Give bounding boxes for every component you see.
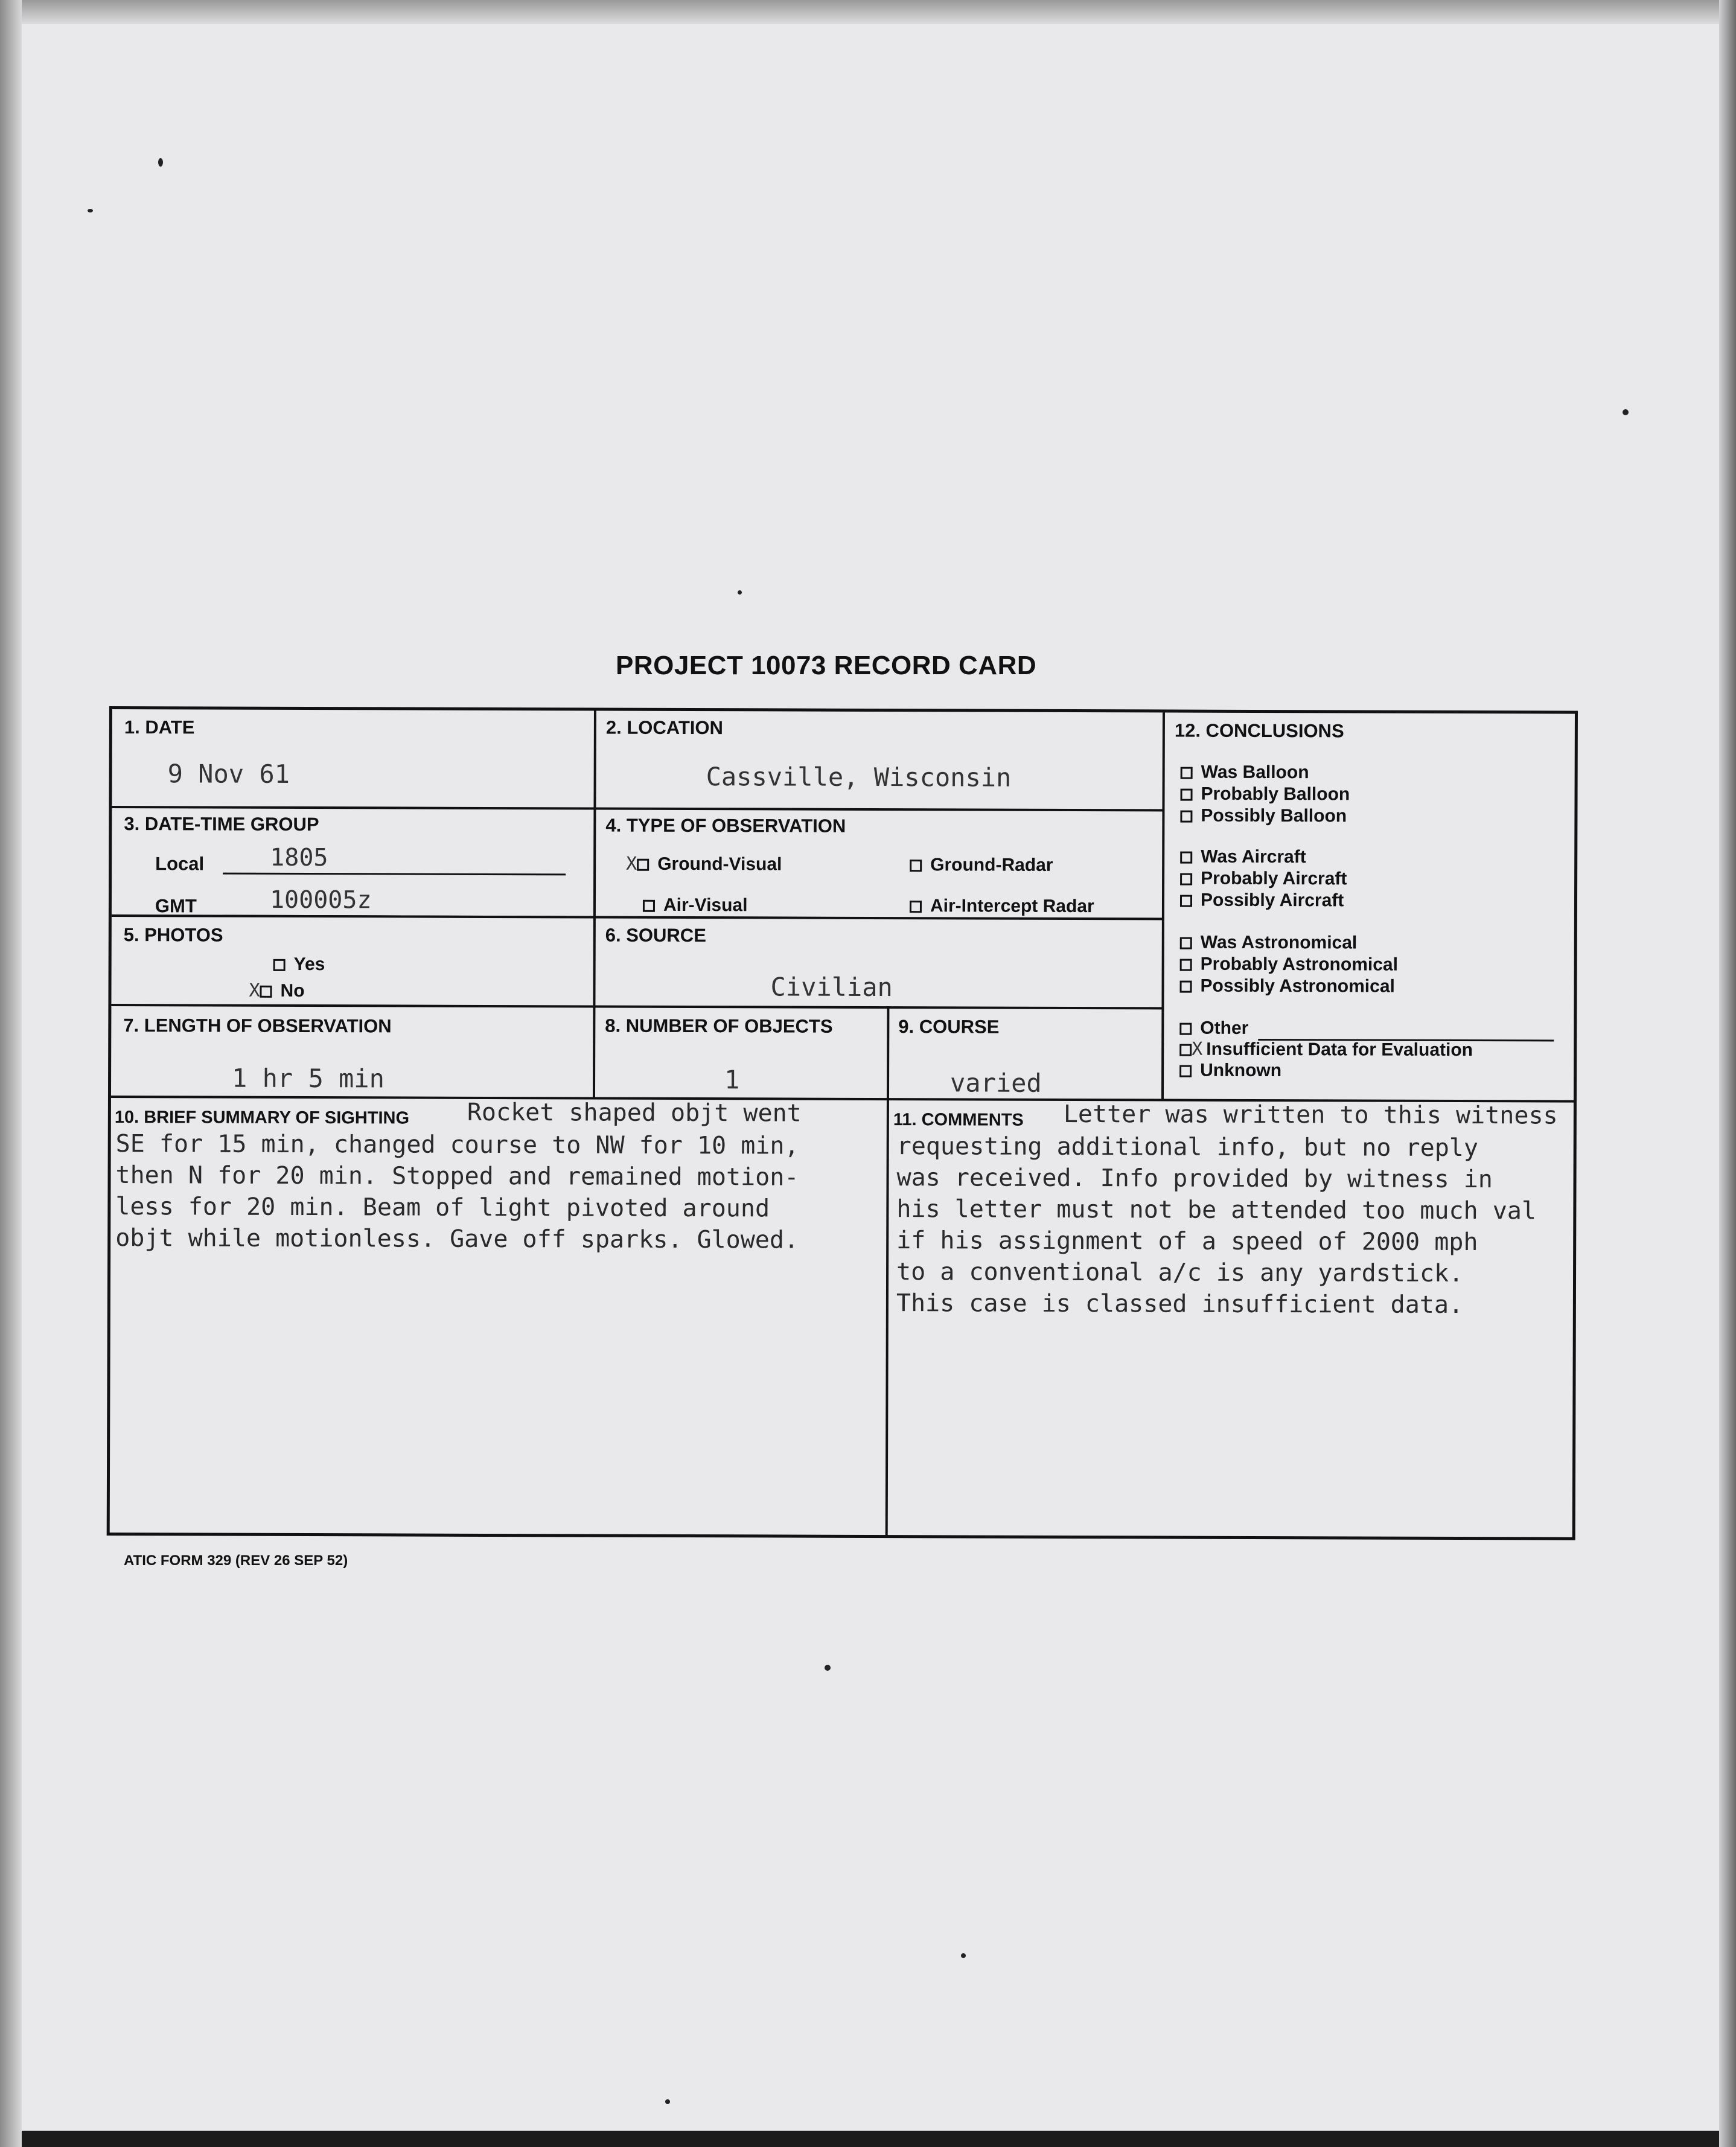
conclusion-checkbox <box>1179 1044 1192 1056</box>
gmt-value: 100005z <box>269 885 372 914</box>
ground-radar-checkbox <box>910 860 922 872</box>
conclusion-checkbox <box>1179 1065 1192 1077</box>
ground-radar-label: Ground-Radar <box>930 855 1053 875</box>
ground-visual-mark: X <box>626 853 637 875</box>
local-value: 1805 <box>270 843 328 872</box>
comments-line-3: was received. Info provided by witness in <box>896 1164 1493 1194</box>
conclusion-checkbox <box>1180 981 1192 993</box>
scan-speck <box>88 209 93 212</box>
photos-yes-label: Yes <box>293 954 325 975</box>
date-time-group-label: 3. DATE-TIME GROUP <box>124 813 319 835</box>
number-of-objects-label: 8. NUMBER OF OBJECTS <box>605 1015 833 1037</box>
scan-edge-right <box>1719 0 1736 2147</box>
conclusion-was-balloon <box>1181 762 1309 783</box>
air-intercept-radar-option <box>910 895 1094 917</box>
course-label: 9. COURSE <box>898 1016 1000 1038</box>
photos-no-checkbox <box>260 986 272 998</box>
conclusion-unknown <box>1179 1061 1281 1082</box>
length-of-observation-label: 7. LENGTH OF OBSERVATION <box>123 1015 392 1037</box>
conclusion-label: Unknown <box>1200 1060 1282 1081</box>
conclusion-label: Was Balloon <box>1201 762 1309 783</box>
scan-speck <box>1623 409 1629 415</box>
comments-line-6: to a conventional a/c is any yardstick. <box>896 1258 1464 1288</box>
ground-radar-option <box>910 854 1053 876</box>
conclusion-checkbox <box>1180 873 1192 885</box>
conclusion-checkbox <box>1181 767 1193 779</box>
conclusion-checkbox <box>1180 959 1192 971</box>
source-value: Civilian <box>770 972 893 1003</box>
summary-line-4: less for 20 min. Beam of light pivoted around <box>115 1193 770 1223</box>
record-card <box>107 706 1578 1540</box>
air-intercept-radar-checkbox <box>910 901 922 913</box>
conclusion-checkbox <box>1180 937 1192 949</box>
photos-yes-option <box>273 954 325 975</box>
ground-visual-checkbox <box>637 859 649 871</box>
local-label: Local <box>155 853 205 875</box>
summary-line-3: then N for 20 min. Stopped and remained motion- <box>115 1161 799 1192</box>
length-of-observation-value: 1 hr 5 min <box>231 1063 385 1094</box>
comments-line-4: his letter must not be attended too much val <box>896 1195 1537 1225</box>
conclusion-label: Possibly Astronomical <box>1200 975 1395 997</box>
form-identifier: ATIC FORM 329 (REV 26 SEP 52) <box>124 1552 348 1569</box>
course-value: varied <box>949 1068 1042 1098</box>
conclusion-checkbox <box>1180 895 1192 907</box>
scan-speck <box>158 158 163 167</box>
air-intercept-radar-label: Air-Intercept Radar <box>930 896 1094 917</box>
conclusion-possibly-astronomical <box>1179 976 1394 997</box>
comments-line-7: This case is classed insufficient data. <box>896 1289 1464 1319</box>
row-divider <box>112 806 1163 811</box>
conclusion-checkbox <box>1181 789 1193 801</box>
air-visual-label: Air-Visual <box>663 895 748 916</box>
conclusions-label: 12. CONCLUSIONS <box>1174 719 1344 742</box>
conclusion-possibly-balloon <box>1180 806 1347 827</box>
comments-label: 11. COMMENTS <box>893 1110 1024 1130</box>
photos-yes-checkbox <box>273 959 286 971</box>
conclusion-label: Probably Aircraft <box>1201 868 1347 889</box>
row-divider <box>111 1004 1163 1009</box>
local-underline <box>223 873 566 876</box>
number-of-objects-value: 1 <box>724 1065 740 1095</box>
conclusion-was-aircraft <box>1180 847 1306 868</box>
conclusion-probably-aircraft <box>1180 869 1347 890</box>
conclusion-checkbox <box>1180 811 1192 823</box>
card-title: PROJECT 10073 RECORD CARD <box>616 651 1037 680</box>
summary-line-1: Rocket shaped objt went <box>467 1098 802 1128</box>
date-value: 9 Nov 61 <box>167 759 290 789</box>
summary-label: 10. BRIEF SUMMARY OF SIGHTING <box>114 1108 410 1128</box>
column-divider <box>593 711 596 1097</box>
conclusion-probably-astronomical <box>1180 954 1398 975</box>
scan-speck <box>665 2099 670 2104</box>
conclusion-possibly-aircraft <box>1180 890 1344 911</box>
conclusion-label: Was Astronomical <box>1200 932 1358 953</box>
comments-line-5: if his assignment of a speed of 2000 mph <box>896 1227 1478 1257</box>
location-label: 2. LOCATION <box>605 716 723 739</box>
photos-no-option <box>249 980 304 1001</box>
conclusion-label: Possibly Balloon <box>1201 805 1347 826</box>
conclusion-checkbox <box>1179 1023 1192 1035</box>
photos-no-label: No <box>280 980 305 1001</box>
comments-line-2: requesting additional info, but no reply <box>896 1132 1479 1163</box>
conclusion-label: Probably Balloon <box>1201 783 1350 805</box>
air-visual-option <box>643 895 748 916</box>
conclusion-label: Was Aircraft <box>1201 846 1306 867</box>
type-of-observation-label: 4. TYPE OF OBSERVATION <box>605 814 846 837</box>
summary-line-5: objt while motionless. Gave off sparks. Glowed. <box>115 1224 799 1254</box>
column-divider <box>886 1006 890 1537</box>
conclusion-label: Insufficient Data for Evaluation <box>1206 1039 1473 1061</box>
conclusion-other <box>1179 1018 1248 1039</box>
column-divider <box>1161 712 1165 1099</box>
scan-speck <box>738 590 742 595</box>
photos-label: 5. PHOTOS <box>123 924 223 946</box>
scan-edge-top <box>0 0 1736 24</box>
ground-visual-option <box>626 853 782 875</box>
gmt-label: GMT <box>155 895 197 917</box>
date-label: 1. DATE <box>124 716 195 738</box>
scan-speck <box>961 1953 966 1958</box>
conclusion-insufficient-data <box>1179 1039 1473 1061</box>
scan-speck <box>825 1665 831 1671</box>
conclusion-label: Other <box>1200 1018 1249 1038</box>
scan-edge-left <box>0 0 22 2147</box>
summary-line-2: SE for 15 min, changed course to NW for 10 min, <box>115 1130 799 1160</box>
insufficient-data-mark: X <box>1192 1038 1203 1060</box>
conclusion-checkbox <box>1180 852 1192 864</box>
comments-line-1: Letter was written to this witness <box>1063 1100 1558 1130</box>
conclusion-label: Probably Astronomical <box>1200 954 1399 975</box>
conclusion-label: Possibly Aircraft <box>1200 890 1344 911</box>
ground-visual-label: Ground-Visual <box>657 853 782 875</box>
conclusion-probably-balloon <box>1180 784 1350 805</box>
conclusion-was-astronomical <box>1180 933 1358 954</box>
source-label: 6. SOURCE <box>605 924 706 946</box>
photos-no-mark: X <box>249 980 260 1001</box>
location-value: Cassville, Wisconsin <box>706 762 1012 793</box>
air-visual-checkbox <box>643 900 655 912</box>
